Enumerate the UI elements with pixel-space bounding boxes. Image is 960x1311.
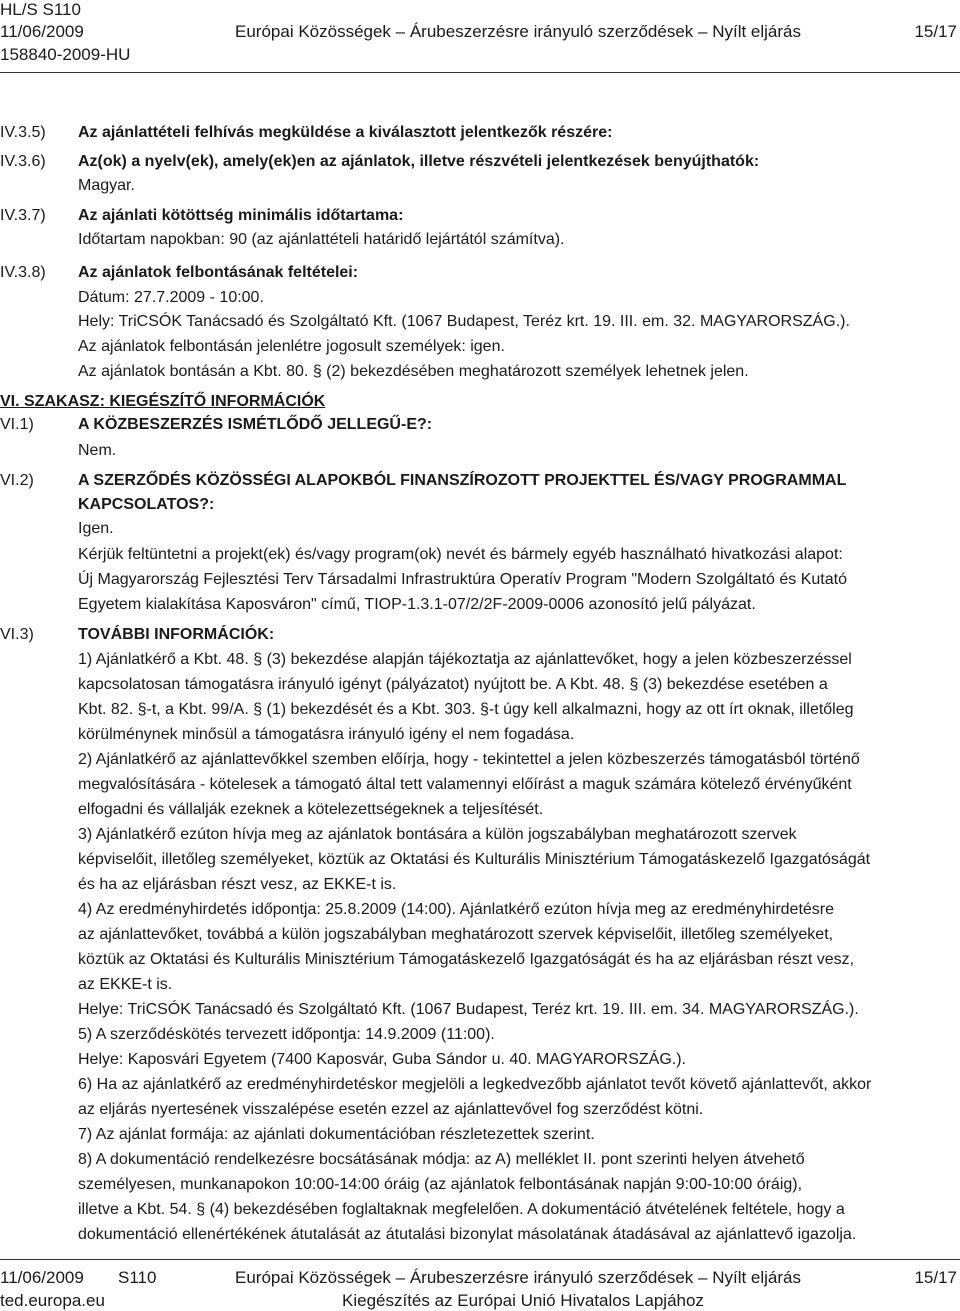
footer-rule	[0, 1259, 960, 1260]
section-number: IV.3.7)	[0, 207, 46, 224]
section-line: 8) A dokumentáció rendelkezésre bocsátásának módja: az A) melléklet II. pont szerinti helyen átvehető	[78, 1151, 805, 1168]
section-line: 5) A szerződéskötés tervezett időpontja: 14.9.2009 (11:00).	[78, 1026, 495, 1043]
section-line: 2) Ajánlatkérő az ajánlattevőkkel szemben előírja, hogy - tekintettel a jelen közbeszerzés támogatásból történő	[78, 751, 860, 768]
section-number: VI.3)	[0, 626, 34, 643]
header-doc-id: HL/S S110	[0, 0, 81, 19]
section-line: kapcsolatosan támogatásra irányuló igényt (pályázatot) nyújtott be. A Kbt. 48. § (3) bekezdése esetében a	[78, 676, 828, 693]
part-title: VI. SZAKASZ: KIEGÉSZÍTŐ INFORMÁCIÓK	[0, 393, 326, 410]
section-value: Időtartam napokban: 90 (az ajánlattételi határidő lejártától számítva).	[78, 231, 565, 248]
section-line: Új Magyarország Fejlesztési Terv Társadalmi Infrastruktúra Operatív Program "Modern Szolgáltató és Kutató	[78, 571, 847, 588]
footer-page: 15/17	[914, 1268, 957, 1287]
section-heading: TOVÁBBI INFORMÁCIÓK:	[78, 626, 275, 643]
section-heading: KAPCSOLATOS?:	[78, 496, 215, 513]
header-ref: 158840-2009-HU	[0, 45, 131, 64]
section-line: Helye: Kaposvári Egyetem (7400 Kaposvár, Guba Sándor u. 40. MAGYARORSZÁG.).	[78, 1051, 686, 1068]
section-line: illetve a Kbt. 54. § (4) bekezdésében foglaltaknak megfelelően. A dokumentáció átvételének feltétele, hogy a	[78, 1201, 845, 1218]
header-title: Európai Közösségek – Árubeszerzésre irányuló szerződések – Nyílt eljárás	[235, 22, 801, 41]
footer-publisher: Kiegészítés az Európai Unió Hivatalos Lapjához	[342, 1291, 704, 1310]
section-line: képviselőit, illetőleg személyeket, köztük az Oktatási és Kulturális Minisztérium Támogatáskezelő Igazgatóságát	[78, 851, 871, 868]
section-value: Igen.	[78, 520, 114, 537]
section-number: VI.1)	[0, 416, 34, 433]
footer-series: S110	[118, 1268, 157, 1287]
section-line: köztük az Oktatási és Kulturális Minisztérium Támogatáskezelő Igazgatóságát és ha az eljárásban részt vesz,	[78, 951, 855, 968]
header-rule	[0, 72, 960, 73]
section-line: Az ajánlatok bontásán a Kbt. 80. § (2) bekezdésében meghatározott személyek lehetnek jelen.	[78, 363, 749, 380]
header-date: 11/06/2009	[0, 22, 84, 41]
section-line: az EKKE-t is.	[78, 976, 173, 993]
section-line: Hely: TriCSÓK Tanácsadó és Szolgáltató Kft. (1067 Budapest, Teréz krt. 19. III. em. 32. MAGYARORSZÁG.).	[78, 313, 850, 330]
section-heading: Az ajánlatok felbontásának feltételei:	[78, 264, 359, 281]
section-line: az ajánlattevőket, továbbá a külön jogszabályban meghatározott szervek képviselőit, illetőleg személyeket,	[78, 926, 834, 943]
section-heading: Az ajánlattételi felhívás megküldése a kiválasztott jelentkezők részére:	[78, 124, 613, 141]
footer-title: Európai Közösségek – Árubeszerzésre irányuló szerződések – Nyílt eljárás	[235, 1268, 801, 1287]
section-line: elfogadni és vállalják ezeknek a kötelezettségeknek a teljesítését.	[78, 801, 544, 818]
section-line: 4) Az eredményhirdetés időpontja: 25.8.2009 (14:00). Ajánlatkérő ezúton hívja meg az eredményhirdetésre	[78, 901, 835, 918]
section-number: IV.3.8)	[0, 264, 46, 281]
section-line: Kérjük feltüntetni a projekt(ek) és/vagy program(ok) nevét és bármely egyéb használható hivatkozási alapot:	[78, 546, 843, 563]
section-line: személyesen, munkanapokon 10:00-14:00 óráig (az ajánlatok felbontásának napján 9:00-10:00 óráig),	[78, 1176, 803, 1193]
section-heading: Az ajánlati kötöttség minimális időtartama:	[78, 207, 404, 224]
section-line: és ha az eljárásban részt vesz, az EKKE-t is.	[78, 876, 397, 893]
section-line: 7) Az ajánlat formája: az ajánlati dokumentációban részletezettek szerint.	[78, 1126, 595, 1143]
section-heading: A SZERZŐDÉS KÖZÖSSÉGI ALAPOKBÓL FINANSZÍROZOTT PROJEKTTEL ÉS/VAGY PROGRAMMAL	[78, 472, 847, 489]
section-heading: A KÖZBESZERZÉS ISMÉTLŐDŐ JELLEGŰ-E?:	[78, 416, 433, 433]
section-line: körülménynek minősül a támogatásra irányuló igény el nem fogadása.	[78, 726, 575, 743]
section-line: Helye: TriCSÓK Tanácsadó és Szolgáltató Kft. (1067 Budapest, Teréz krt. 19. III. em. 34. MAGYARORSZÁG.).	[78, 1001, 859, 1018]
section-line: Egyetem kialakítása Kaposváron" című, TIOP-1.3.1-07/2/2F-2009-0006 azonosító jelű pályázat.	[78, 596, 756, 613]
footer-date: 11/06/2009	[0, 1268, 84, 1287]
section-value: Magyar.	[78, 177, 135, 194]
section-line: Dátum: 27.7.2009 - 10:00.	[78, 289, 264, 306]
section-line: Kbt. 82. §-t, a Kbt. 99/A. § (1) bekezdését és a Kbt. 303. §-t úgy kell alkalmazni, hogy az ott írt oknak, illetőleg	[78, 701, 854, 718]
section-line: az eljárás nyertesének visszalépése esetén ezzel az ajánlattevővel fog szerződést kötni.	[78, 1101, 704, 1118]
footer-site-link[interactable]: ted.europa.eu	[0, 1291, 105, 1310]
header-page: 15/17	[914, 22, 957, 41]
section-line: 1) Ajánlatkérő a Kbt. 48. § (3) bekezdése alapján tájékoztatja az ajánlattevőket, hogy a jelen közbeszerzéssel	[78, 651, 852, 668]
section-line: 3) Ajánlatkérő ezúton hívja meg az ajánlatok bontására a külön jogszabályban meghatározott szervek	[78, 826, 797, 843]
section-line: megvalósítására - kötelesek a támogató által tett valamennyi előírást a maguk számára kötelező érvényűként	[78, 776, 852, 793]
section-line: 6) Ha az ajánlatkérő az eredményhirdetéskor megjelöli a legkedvezőbb ajánlatot tevőt követő ajánlattevőt, akkor	[78, 1076, 872, 1093]
section-heading: Az(ok) a nyelv(ek), amely(ek)en az ajánlatok, illetve részvételi jelentkezések benyújthatók:	[78, 153, 760, 170]
section-line: dokumentáció ellenértékének átutalását az átutalási bizonylat másolatának átadásával az ajánlattevő igazolja.	[78, 1226, 857, 1243]
section-value: Nem.	[78, 442, 117, 459]
section-line: Az ajánlatok felbontásán jelenlétre jogosult személyek: igen.	[78, 338, 505, 355]
section-number: VI.2)	[0, 472, 34, 489]
section-number: IV.3.6)	[0, 153, 46, 170]
section-number: IV.3.5)	[0, 124, 46, 141]
